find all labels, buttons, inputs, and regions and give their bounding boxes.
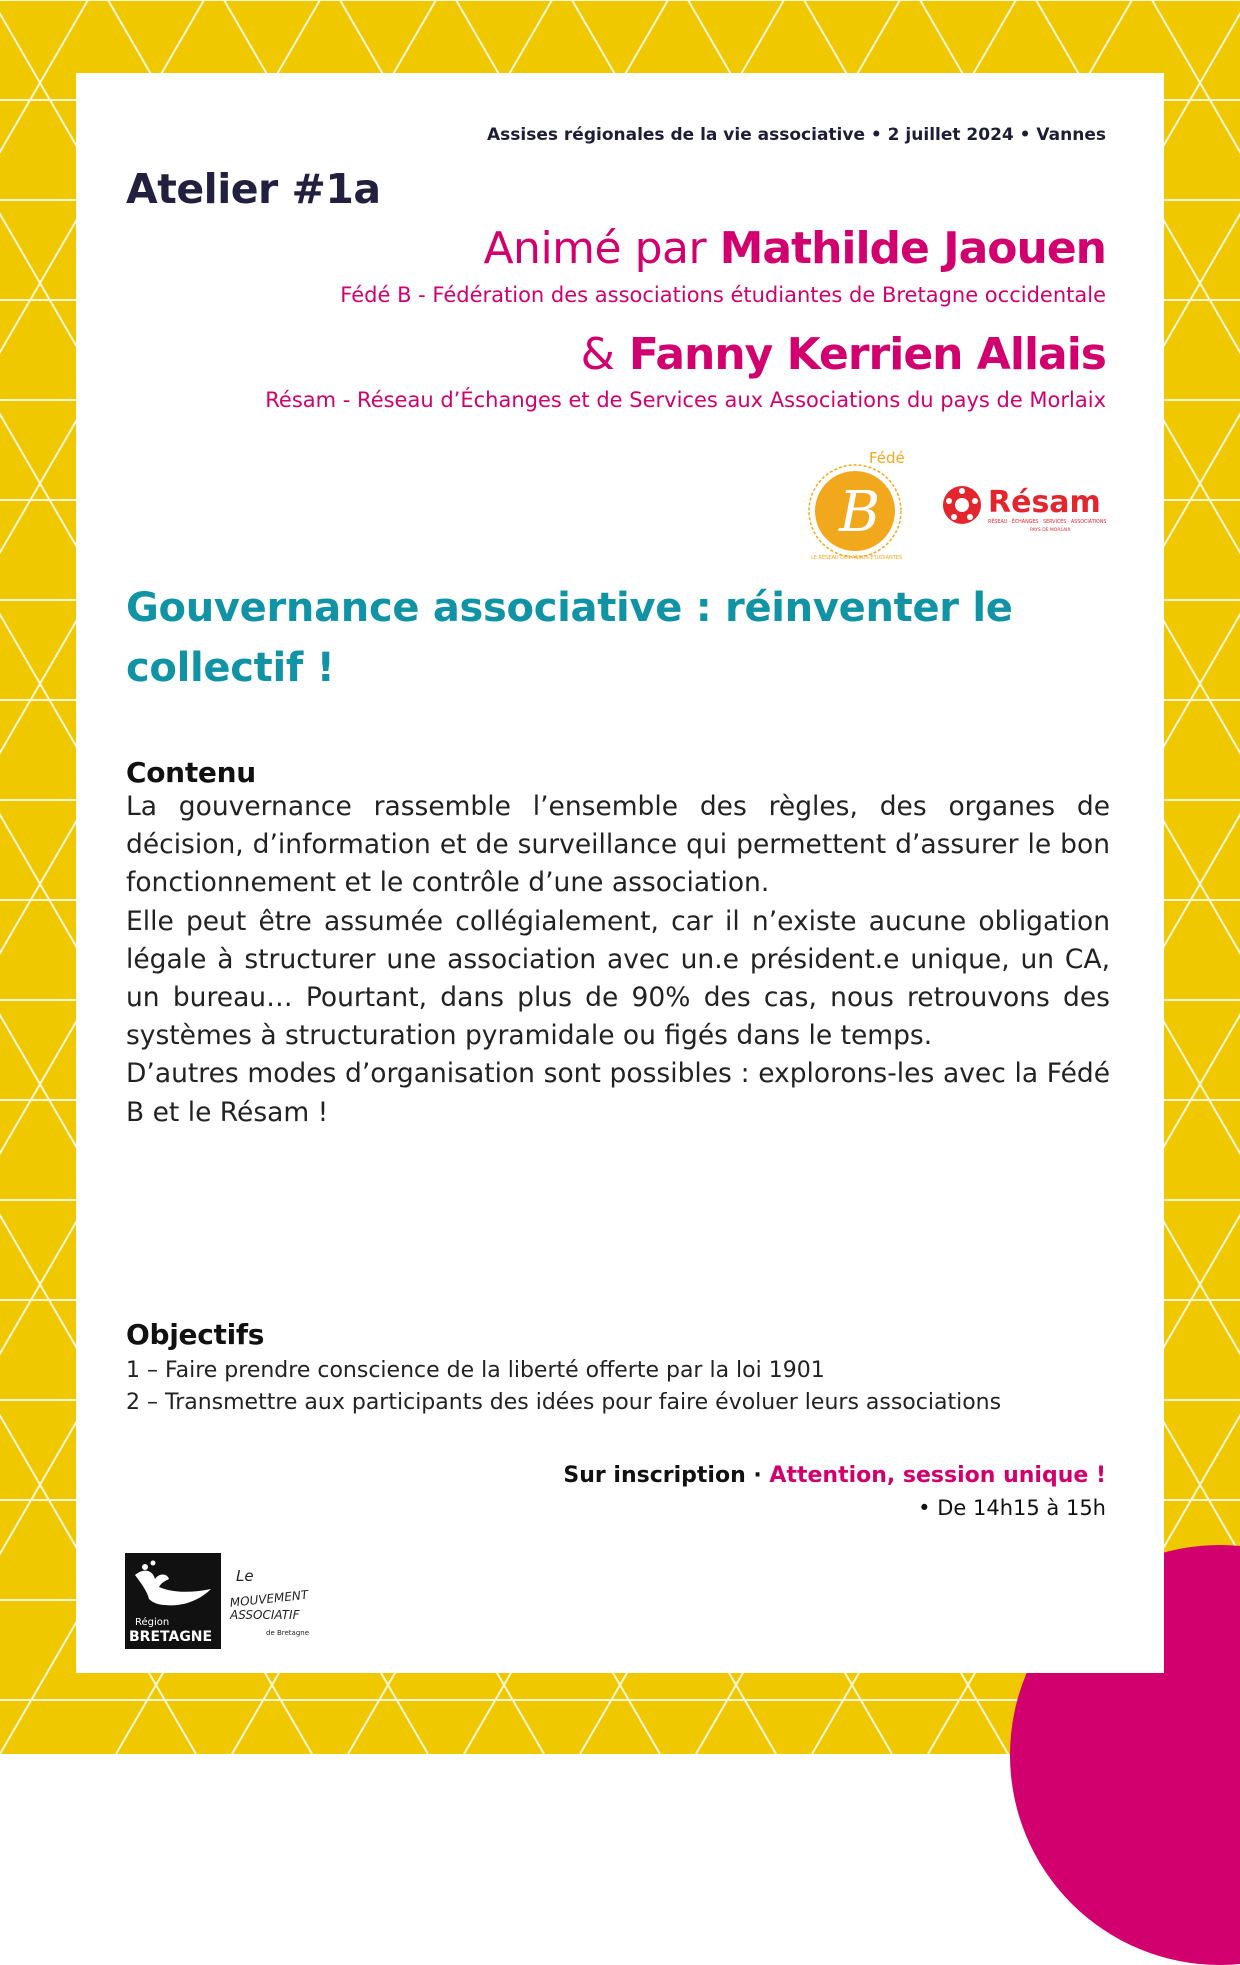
resam-logo [942,477,1106,539]
region-line-2: BRETAGNE [129,1629,213,1645]
objectif-item: 2 – Transmettre aux participants des idées pour faire évoluer leurs associations [126,1389,1002,1415]
ampersand: & [580,329,629,380]
region-bretagne-logo [125,1553,221,1649]
session-warning: Attention, session unique ! [769,1463,1106,1488]
mouvement-associatif-logo [226,1563,346,1648]
objectifs-list [126,1355,1110,1418]
contenu-paragraph-3: D’autres modes d’organisation sont possibles : explorons-les avec la Fédé B et le Résam ! [126,1058,1110,1128]
fede-word: Fédé [869,449,905,467]
fede-letter: B [839,480,881,545]
inscription-line [563,1463,1106,1488]
mouvement-line-3: ASSOCIATIF [230,1608,300,1622]
objectifs-heading: Objectifs [126,1318,265,1351]
separator-dot: · [745,1463,770,1488]
resam-name: Résam [988,485,1101,520]
time-slot: • De 14h15 à 15h [918,1496,1106,1520]
animator-org-1: Fédé B - Fédération des associations étudiantes de Bretagne occidentale [340,283,1106,307]
resam-sub: PAYS DE MORLAIX [1030,528,1071,533]
fede-b-logo [803,443,913,563]
contenu-body [126,788,1110,1132]
mouvement-line-2: MOUVEMENT [229,1587,309,1610]
contenu-heading: Contenu [126,756,256,789]
workshop-title: Gouvernance associative : réinventer le collectif ! [126,585,1013,691]
fede-ring-text: LE RÉSEAU DES ASSOS ÉTUDIANTES [811,555,903,561]
animator-prefix: Animé par [483,223,720,274]
contenu-paragraph-2: Elle peut être assumée collégialement, car il n’existe aucune obligation légale à structurer une association avec un.e président.e unique, un CA, un bureau… Pourtant, dans plus de 90% des cas, nous retrouvons des systèmes à structuration pyramidale ou figés dans le temps. [126,905,1110,1052]
contenu-paragraph-1: La gouvernance rassemble l’ensemble des règles, des organes de décision, d’information et de surveillance qui permettent d’assurer le bon fonctionnement et le contrôle d’une association. [126,791,1110,899]
animator-line-2 [581,329,1106,380]
content-card [76,73,1164,1673]
inscription-label: Sur inscription [563,1463,746,1488]
animator-org-2: Résam - Réseau d’Échanges et de Services aux Associations du pays de Morlaix [265,388,1106,412]
objectif-item: 1 – Faire prendre conscience de la liberté offerte par la loi 1901 [126,1358,825,1383]
region-line-1: Région [135,1617,170,1628]
animator-name-2: Fanny Kerrien Allais [628,329,1106,380]
animator-line-1 [483,223,1106,274]
event-line: Assises régionales de la vie associative • 2 juillet 2024 • Vannes [487,125,1106,145]
resam-tagline: RÉSEAU · ÉCHANGES · SERVICES · ASSOCIATIONS [988,520,1106,525]
mouvement-line-4: de Bretagne [266,1629,310,1637]
mouvement-line-1: Le [236,1567,254,1585]
atelier-title: Atelier #1a [126,165,381,213]
animator-name-1: Mathilde Jaouen [719,223,1106,274]
